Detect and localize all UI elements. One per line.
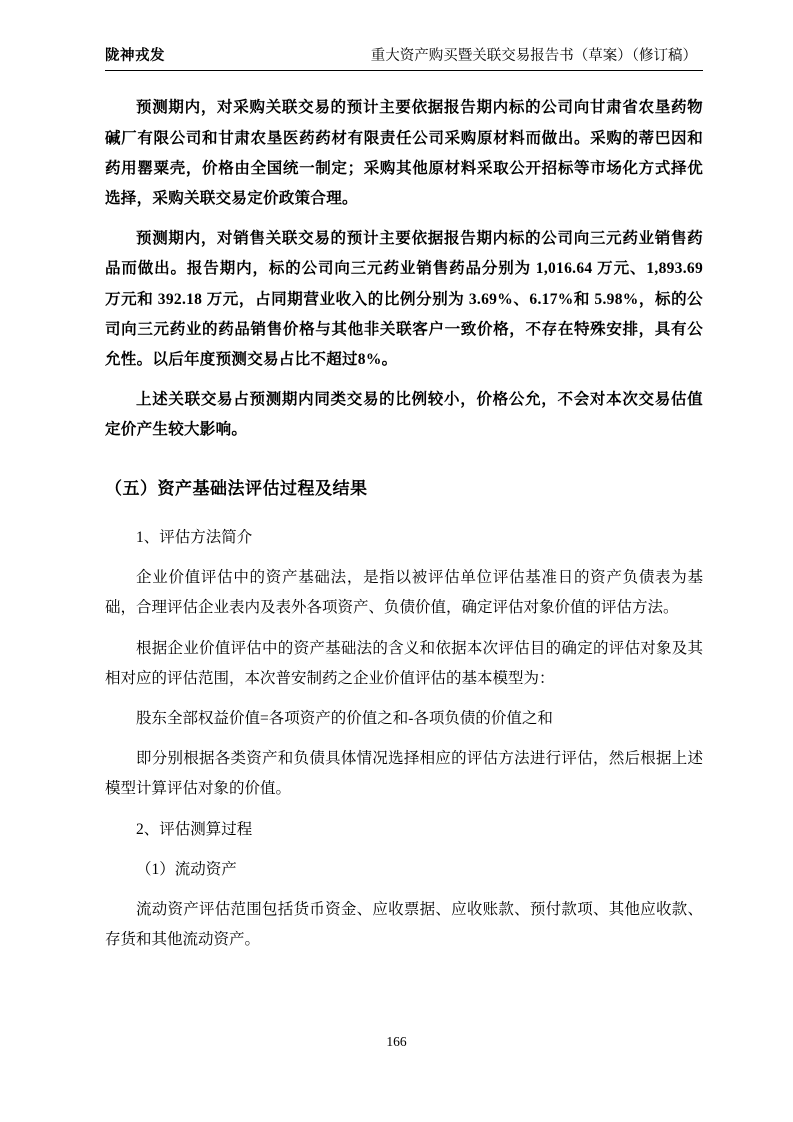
subitem-current-assets-scope: 流动资产评估范围包括货币资金、应收票据、应收账款、预付款项、其他应收款、存货和其他流动资产。 — [105, 901, 703, 949]
page-content — [105, 46, 703, 966]
header-company-name: 陇神戎发 — [105, 48, 165, 64]
paragraph-procurement-related-transactions: 预测期内，对采购关联交易的预计主要依据报告期内标的公司向甘肃省农垦药物碱厂有限公司和甘肃农垦医药药材有限责任公司采购原材料而做出。采购的蒂巴因和药用罂粟壳，价格由全国统一制定；采购其他原材料采取公开招标等市场化方式择优选择，采购关联交易定价政策合理。 — [105, 99, 703, 207]
paragraph-sales-related-transactions: 预测期内，对销售关联交易的预计主要依据报告期内标的公司向三元药业销售药品而做出。报告期内，标的公司向三元药业销售药品分别为 1,016.64 万元、1,893.69 万元和 392.18 万元，占同期营业收入的比例分别为 3.69%、6.17%和 5.98%，标的公司向三元药业的药品销售价格与其他非关联客户一致价格，不存在特殊安排，具有公允性。以后年度预测交易占比不超过8%。 — [105, 230, 703, 369]
subitem-method-application: 即分别根据各类资产和负债具体情况选择相应的评估方法进行评估，然后根据上述模型计算评估对象的价值。 — [105, 750, 703, 798]
subitem-valuation-model-basis: 根据企业价值评估中的资产基础法的含义和依据本次评估目的确定的评估对象及其相对应的评估范围，本次普安制药之企业价值评估的基本模型为： — [105, 639, 703, 687]
subitem-method-intro-title: 1、评估方法简介 — [136, 528, 253, 546]
subitem-calculation-process-title: 2、评估测算过程 — [136, 820, 253, 838]
subitem-method-definition: 企业价值评估中的资产基础法，是指以被评估单位评估基准日的资产负债表为基础，合理评估企业表内及表外各项资产、负债价值，确定评估对象价值的评估方法。 — [105, 569, 703, 617]
header-document-title: 重大资产购买暨关联交易报告书（草案）（修订稿） — [370, 48, 697, 64]
subitem-current-assets-title: （1）流动资产 — [136, 860, 237, 878]
section-heading-asset-based-approach: （五）资产基础法评估过程及结果 — [105, 478, 368, 499]
page-header — [105, 46, 703, 71]
subitem-equity-value-formula: 股东全部权益价值=各项资产的价值之和-各项负债的价值之和 — [136, 709, 553, 727]
page-number: 166 — [386, 1034, 407, 1049]
paragraph-valuation-impact: 上述关联交易占预测期内同类交易的比例较小，价格公允，不会对本次交易估值定价产生较大影响。 — [105, 391, 703, 439]
